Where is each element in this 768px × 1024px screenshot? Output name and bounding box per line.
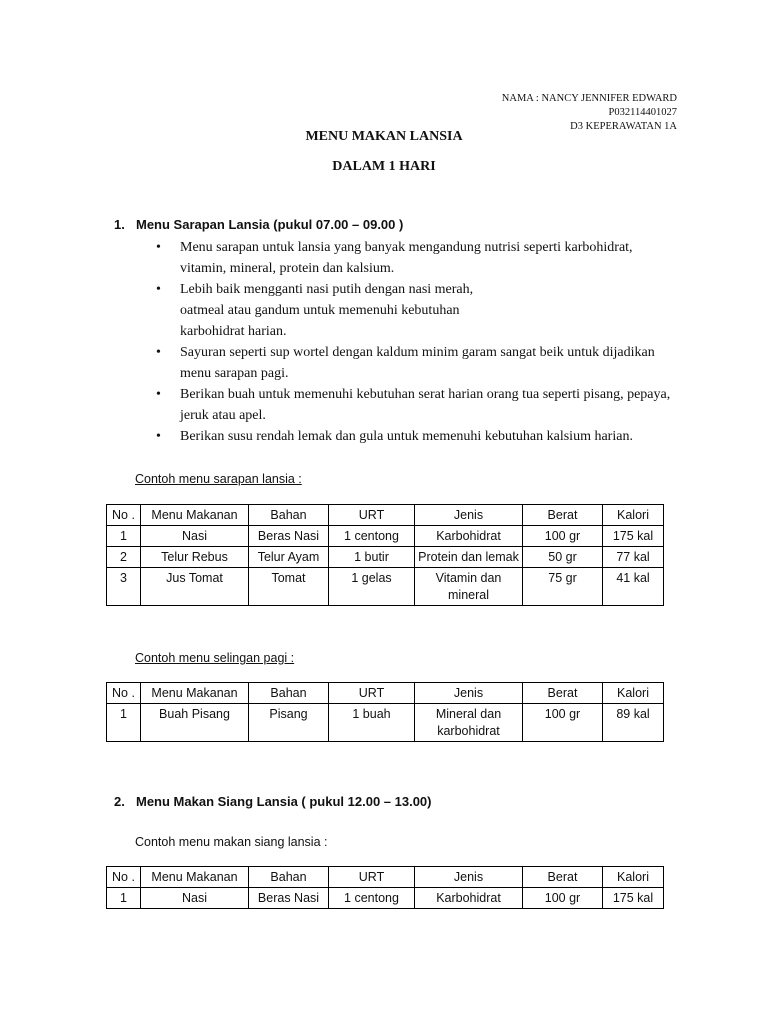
cell-menu: Buah Pisang: [141, 704, 249, 742]
section-1-title: Menu Sarapan Lansia (pukul 07.00 – 09.00 ): [136, 217, 404, 232]
list-item: • Menu sarapan untuk lansia yang banyak mengandung nutrisi seperti karbohidrat, vitamin, mineral, protein dan kalsium.: [154, 237, 674, 279]
header-no: No .: [107, 867, 141, 888]
cell-urt: 1 buah: [329, 704, 415, 742]
breakfast-table: [106, 504, 664, 606]
header-no: No .: [107, 683, 141, 704]
header-jenis: Jenis: [415, 867, 523, 888]
header-menu: Menu Makanan: [141, 683, 249, 704]
header-bahan: Bahan: [249, 867, 329, 888]
cell-berat: 100 gr: [523, 704, 603, 742]
cell-kalori: 41 kal: [603, 568, 664, 606]
document-title: MENU MAKAN LANSIA: [305, 129, 463, 144]
table-row: [107, 704, 664, 742]
cell-jenis: Protein dan lemak: [415, 547, 523, 568]
cell-berat: 100 gr: [523, 526, 603, 547]
header-kalori: Kalori: [603, 683, 664, 704]
cell-berat: 100 gr: [523, 888, 603, 909]
cell-bahan: Pisang: [249, 704, 329, 742]
header-menu: Menu Makanan: [141, 867, 249, 888]
cell-bahan: Beras Nasi: [249, 526, 329, 547]
table-header-row: [107, 683, 664, 704]
table-row: [107, 888, 664, 909]
header-urt: URT: [329, 505, 415, 526]
cell-menu: Jus Tomat: [141, 568, 249, 606]
cell-urt: 1 butir: [329, 547, 415, 568]
header-kalori: Kalori: [603, 505, 664, 526]
cell-no: 3: [107, 568, 141, 606]
section-2-heading: [114, 794, 432, 809]
author-name: NAMA : NANCY JENNIFER EDWARD: [501, 93, 677, 104]
cell-kalori: 175 kal: [603, 888, 664, 909]
header-no: No .: [107, 505, 141, 526]
list-item: • Lebih baik mengganti nasi putih dengan nasi merah, oatmeal atau gandum untuk memenuhi kebutuhan karbohidrat harian.: [154, 279, 674, 342]
section-2-number: 2.: [114, 794, 125, 809]
header-kalori: Kalori: [603, 867, 664, 888]
table-header-row: [107, 867, 664, 888]
header-jenis: Jenis: [415, 683, 523, 704]
cell-bahan: Beras Nasi: [249, 888, 329, 909]
cell-menu: Nasi: [141, 888, 249, 909]
cell-kalori: 77 kal: [603, 547, 664, 568]
section-1-number: 1.: [114, 217, 125, 232]
snack-table: [106, 682, 664, 742]
header-bahan: Bahan: [249, 683, 329, 704]
cell-menu: Telur Rebus: [141, 547, 249, 568]
list-item: • Berikan buah untuk memenuhi kebutuhan serat harian orang tua seperti pisang, pepaya, jeruk atau apel.: [154, 384, 674, 426]
breakfast-table-caption: Contoh menu sarapan lansia :: [135, 472, 302, 486]
list-item: • Sayuran seperti sup wortel dengan kaldum minim garam sangat beik untuk dijadikan menu sarapan pagi.: [154, 342, 674, 384]
snack-table-caption: Contoh menu selingan pagi :: [135, 651, 295, 665]
cell-no: 1: [107, 704, 141, 742]
table-row: [107, 568, 664, 606]
section-2-title: Menu Makan Siang Lansia ( pukul 12.00 – 13.00): [136, 794, 432, 809]
header-berat: Berat: [523, 867, 603, 888]
table-header-row: [107, 505, 664, 526]
section-1-heading: [114, 217, 403, 232]
student-id: P032114401027: [608, 107, 677, 118]
header-berat: Berat: [523, 505, 603, 526]
author-info: [502, 92, 677, 134]
class-name: D3 KEPERAWATAN 1A: [570, 121, 677, 132]
table-row: [107, 526, 664, 547]
cell-no: 1: [107, 888, 141, 909]
cell-kalori: 89 kal: [603, 704, 664, 742]
cell-jenis: Vitamin dan mineral: [415, 568, 523, 606]
document-subtitle: DALAM 1 HARI: [332, 159, 436, 174]
cell-urt: 1 centong: [329, 888, 415, 909]
cell-urt: 1 gelas: [329, 568, 415, 606]
list-item: • Berikan susu rendah lemak dan gula untuk memenuhi kebutuhan kalsium harian.: [154, 426, 674, 447]
header-berat: Berat: [523, 683, 603, 704]
header-urt: URT: [329, 867, 415, 888]
lunch-table-caption: Contoh menu makan siang lansia :: [135, 835, 328, 849]
cell-urt: 1 centong: [329, 526, 415, 547]
cell-berat: 75 gr: [523, 568, 603, 606]
cell-bahan: Tomat: [249, 568, 329, 606]
cell-jenis: Mineral dan karbohidrat: [415, 704, 523, 742]
breakfast-tips-list: [154, 237, 674, 447]
table-row: [107, 547, 664, 568]
cell-jenis: Karbohidrat: [415, 526, 523, 547]
header-urt: URT: [329, 683, 415, 704]
cell-menu: Nasi: [141, 526, 249, 547]
header-bahan: Bahan: [249, 505, 329, 526]
cell-jenis: Karbohidrat: [415, 888, 523, 909]
cell-bahan: Telur Ayam: [249, 547, 329, 568]
lunch-table: [106, 866, 664, 909]
header-menu: Menu Makanan: [141, 505, 249, 526]
cell-no: 1: [107, 526, 141, 547]
cell-berat: 50 gr: [523, 547, 603, 568]
cell-kalori: 175 kal: [603, 526, 664, 547]
cell-no: 2: [107, 547, 141, 568]
header-jenis: Jenis: [415, 505, 523, 526]
